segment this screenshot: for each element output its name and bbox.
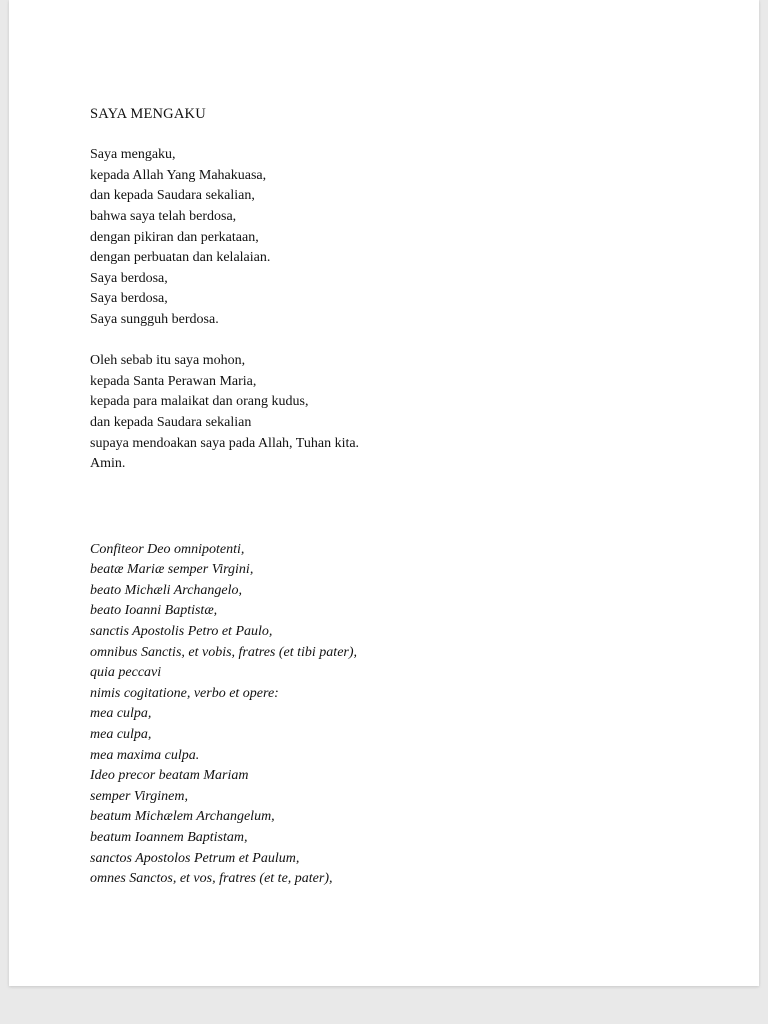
text-line: Saya berdosa, (90, 291, 168, 307)
text-line: mea culpa, (90, 706, 152, 722)
text-line: nimis cogitatione, verbo et opere: (90, 685, 279, 701)
text-line: omnibus Sanctis, et vobis, fratres (et tibi pater), (90, 644, 358, 660)
confiteor-latin-text (90, 540, 699, 890)
text-line: Oleh sebab itu saya mohon, (90, 353, 246, 369)
text-line: beatum Michælem Archangelum, (90, 809, 275, 825)
text-line: Saya berdosa, (90, 270, 168, 286)
text-line: dan kepada Saudara sekalian (90, 414, 252, 430)
text-line: Ideo precor beatam Mariam (90, 768, 249, 784)
text-line: kepada para malaikat dan orang kudus, (90, 394, 309, 410)
confession-stanza-indonesian-2 (90, 351, 699, 475)
text-line: Confiteor Deo omnipotenti, (90, 541, 245, 557)
document-page (9, 0, 759, 986)
document-title: SAYA MENGAKU (90, 106, 206, 122)
text-line: beatum Ioannem Baptistam, (90, 830, 248, 845)
text-line: mea maxima culpa. (90, 747, 200, 763)
text-line: omnes Sanctos, et vos, fratres (et te, pater), (90, 871, 333, 887)
text-line: bahwa saya telah berdosa, (90, 208, 237, 224)
text-line: dengan pikiran dan perkataan, (90, 229, 259, 245)
text-line: Amin. (90, 456, 126, 472)
text-line: beato Ioanni Baptistæ, (90, 603, 218, 619)
text-line: beato Michæli Archangelo, (90, 582, 243, 598)
text-line: sanctis Apostolis Petro et Paulo, (90, 624, 273, 640)
text-line: dan kepada Saudara sekalian, (90, 188, 255, 204)
document-content (9, 0, 759, 890)
text-line: beatæ Mariæ semper Virgini, (90, 562, 254, 578)
text-line: quia peccavi (90, 665, 162, 681)
text-line: kepada Allah Yang Mahakuasa, (90, 167, 267, 183)
text-line: dengan perbuatan dan kelalaian. (90, 250, 271, 266)
text-line: Saya sungguh berdosa. (90, 311, 219, 327)
text-line: kepada Santa Perawan Maria, (90, 373, 257, 389)
text-line: Saya mengaku, (90, 147, 176, 163)
confession-stanza-indonesian-1 (90, 145, 699, 330)
text-line: sanctos Apostolos Petrum et Paulum, (90, 850, 300, 866)
text-line: mea culpa, (90, 727, 152, 743)
text-line: semper Virginem, (90, 788, 188, 804)
text-line: supaya mendoakan saya pada Allah, Tuhan kita. (90, 435, 360, 451)
